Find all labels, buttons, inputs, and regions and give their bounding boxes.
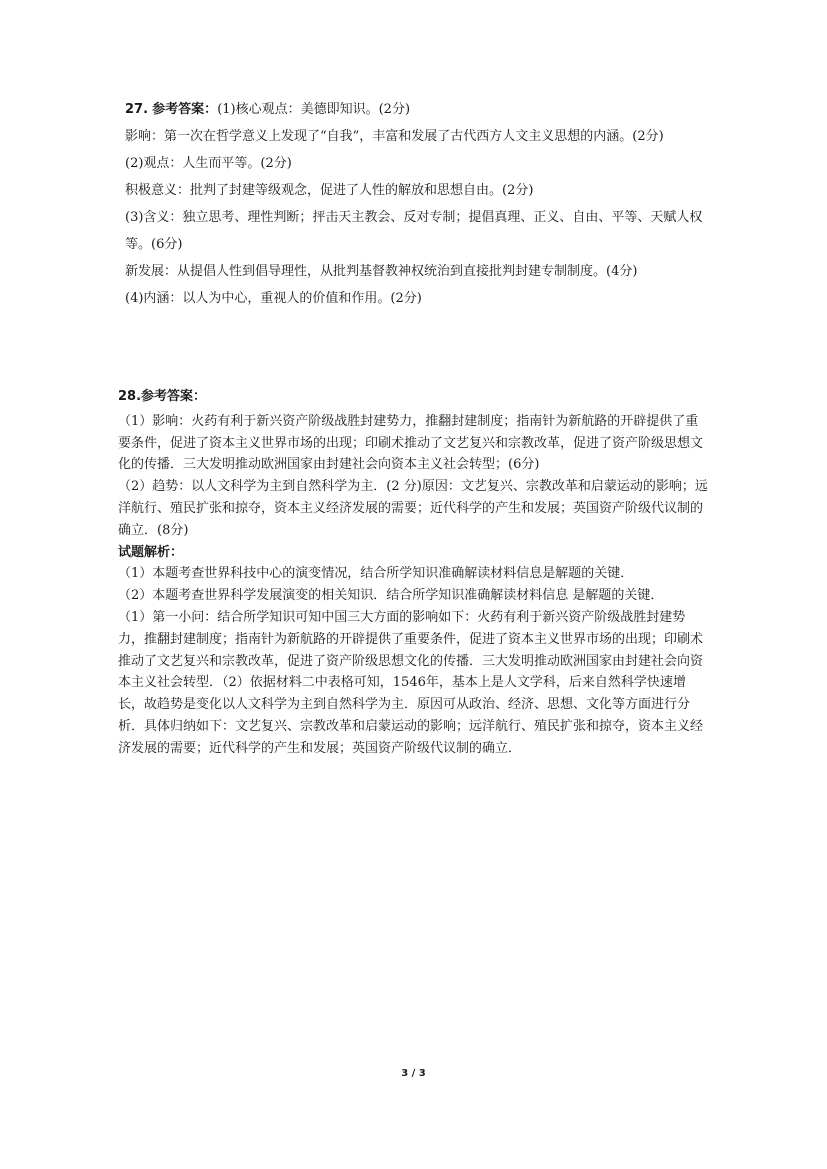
q28-analysis-2: （2）本题考查世界科学发展演变的相关知识．结合所学知识准确解读材料信息 是解题的关键． [118,588,664,604]
page-number: 3 / 3 [401,1068,426,1079]
question-28-answer [118,386,710,760]
q28-analysis-label: 试题解析： [118,544,184,560]
q28-paragraph-2: （2）趋势：以人文科学为主到自然科学为主．(2 分)原因：文艺复兴、宗教改革和启蒙运动的影响；远洋航行、殖民扩张和掠夺，资本主义经济发展的需要；近代科学的产生和发展；英国资产阶级代议制的确立．(8分) [118,479,708,538]
q28-analysis-1: （1）本题考查世界科技中心的演变情况，结合所学知识准确解读材料信息是解题的关键． [118,566,634,582]
q27-number: 27. [125,102,149,117]
q28-paragraph-1: （1）影响：火药有利于新兴资产阶级战胜封建势力，推翻封建制度；指南针为新航路的开辟提供了重要条件，促进了资本主义世界市场的出现；印刷术推动了文艺复兴和宗教改革，促进了资产阶级思想文化的传播．三大发明推动欧洲国家由封建社会向资本主义社会转型；(6分) [118,413,704,473]
q28-answer-label: 28.参考答案： [118,389,207,404]
q27-line-2: 影响：第一次在哲学意义上发现了“自我”，丰富和发展了古代西方人文主义思想的内涵。(2分) [125,129,664,144]
q28-analysis-3: （1）第一小问：结合所学知识可知中国三大方面的影响如下：火药有利于新兴资产阶级战胜封建势力，推翻封建制度；指南针为新航路的开辟提供了重要条件，促进了资本主义世界市场的出现；印刷术推动了文艺复兴和宗教改革，促进了资产阶级思想文化的传播．三大发明推动欧洲国家由封建社会向资本主义社会转型．（2）依据材料二中表格可知，1546年，基本上是人文学科，后来自然科学快速增长，故趋势是变化以人文科学为主到自然科学为主．原因可从政治、经济、思想、文化等方面进行分析．具体归纳如下：文艺复兴、宗教改革和启蒙运动的影响；远洋航行、殖民扩张和掠夺，资本主义经济发展的需要；近代科学的产生和发展；英国资产阶级代议制的确立． [118,609,704,756]
q27-line-3: (2)观点：人生而平等。(2分) [125,156,292,171]
q27-line-7: (4)内涵：以人为中心，重视人的价值和作用。(2分) [125,291,422,306]
q27-answer-label: 参考答案： [152,102,218,117]
question-27-answer [125,96,710,312]
q27-line-1 [125,96,710,123]
q27-text-1: (1)核心观点：美德即知识。(2分) [217,102,411,117]
q28-analysis-heading [118,542,710,564]
q27-line-6: 新发展：从提倡人性到倡导理性，从批判基督教神权统治到直接批判封建专制制度。(4分) [125,264,638,279]
q28-heading [118,386,710,408]
q27-line-4: 积极意义：批判了封建等级观念，促进了人性的解放和思想自由。(2分) [125,183,534,198]
q27-line-5: (3)含义：独立思考、理性判断；抨击天主教会、反对专制；提倡真理、正义、自由、平等、天赋人权等。(6分) [125,210,703,252]
